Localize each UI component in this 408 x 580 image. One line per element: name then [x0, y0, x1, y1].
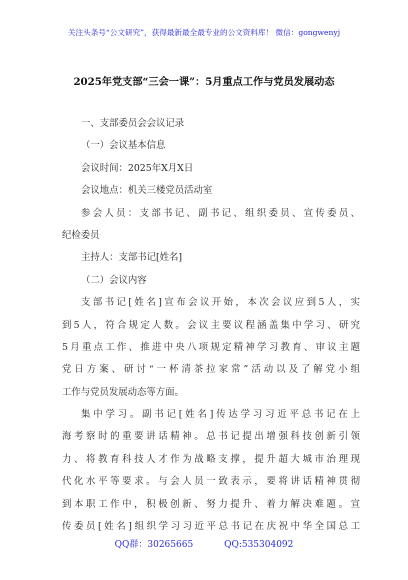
paragraph-1	[62, 292, 360, 404]
paragraph-line: 5月重点工作、推进中央八项规定精神学习教育、审议主题	[62, 341, 360, 353]
header-banner: 关注头条号“公文研究”，获得最新最全最专业的公文资料库！ 微信：gongwenyj	[67, 28, 341, 37]
paragraph-line: 支部书记[姓名]宣布会议开始，本次会议应到5人，实	[81, 297, 360, 309]
paragraph-line: 到5人，符合规定人数。会议主要议程涵盖集中学习、研究	[62, 319, 360, 331]
paragraph-line: 集中学习。副书记[姓名]传达学习习近平总书记在上	[81, 409, 360, 421]
attendees-line-1: 参会人员：支部书记、副书记、组织委员、宣传委员、	[81, 207, 360, 219]
footer-qq-number: QQ:535304092	[224, 540, 294, 550]
subsection-heading: （一）会议基本信息	[81, 140, 166, 152]
meeting-host: 主持人：支部书记[姓名]	[81, 252, 183, 264]
footer-qq-group: QQ群：30265665	[114, 540, 194, 550]
paragraph-line: 海考察时的重要讲话精神。总书记提出增强科技创新引领	[62, 431, 360, 443]
paragraph-line: 到本职工作中，积极创新、努力提升、着力解决难题。宣	[62, 498, 360, 510]
paragraph-2	[62, 404, 360, 538]
meeting-place: 会议地点：机关三楼党员活动室	[81, 185, 213, 197]
paragraph-line: 力、将教育科技人才作为战略支撑，提升超大城市治理现	[62, 453, 360, 465]
document-title: 2025年党支部“三会一课”：5月重点工作与党员发展动态	[73, 76, 335, 88]
subsection-heading: （二）会议内容	[81, 274, 147, 286]
paragraph-line: 党日方案、研讨“一杯清茶拉家常”活动以及了解党小组	[62, 364, 360, 376]
paragraph-line: 工作与党员发展动态等方面。	[62, 386, 184, 398]
attendees-line-2: 纪检委员	[62, 229, 100, 241]
paragraph-line: 传委员[姓名]组织学习习近平总书记在庆祝中华全国总工	[62, 521, 360, 533]
section-heading: 一、支部委员会会议记录	[81, 118, 185, 129]
meeting-time: 会议时间：2025年X月X日	[81, 162, 194, 174]
paragraph-line: 代化水平等要求。与会人员一致表示，要将讲话精神贯彻	[62, 476, 360, 488]
footer-contact	[0, 537, 408, 550]
document-body	[62, 113, 360, 538]
